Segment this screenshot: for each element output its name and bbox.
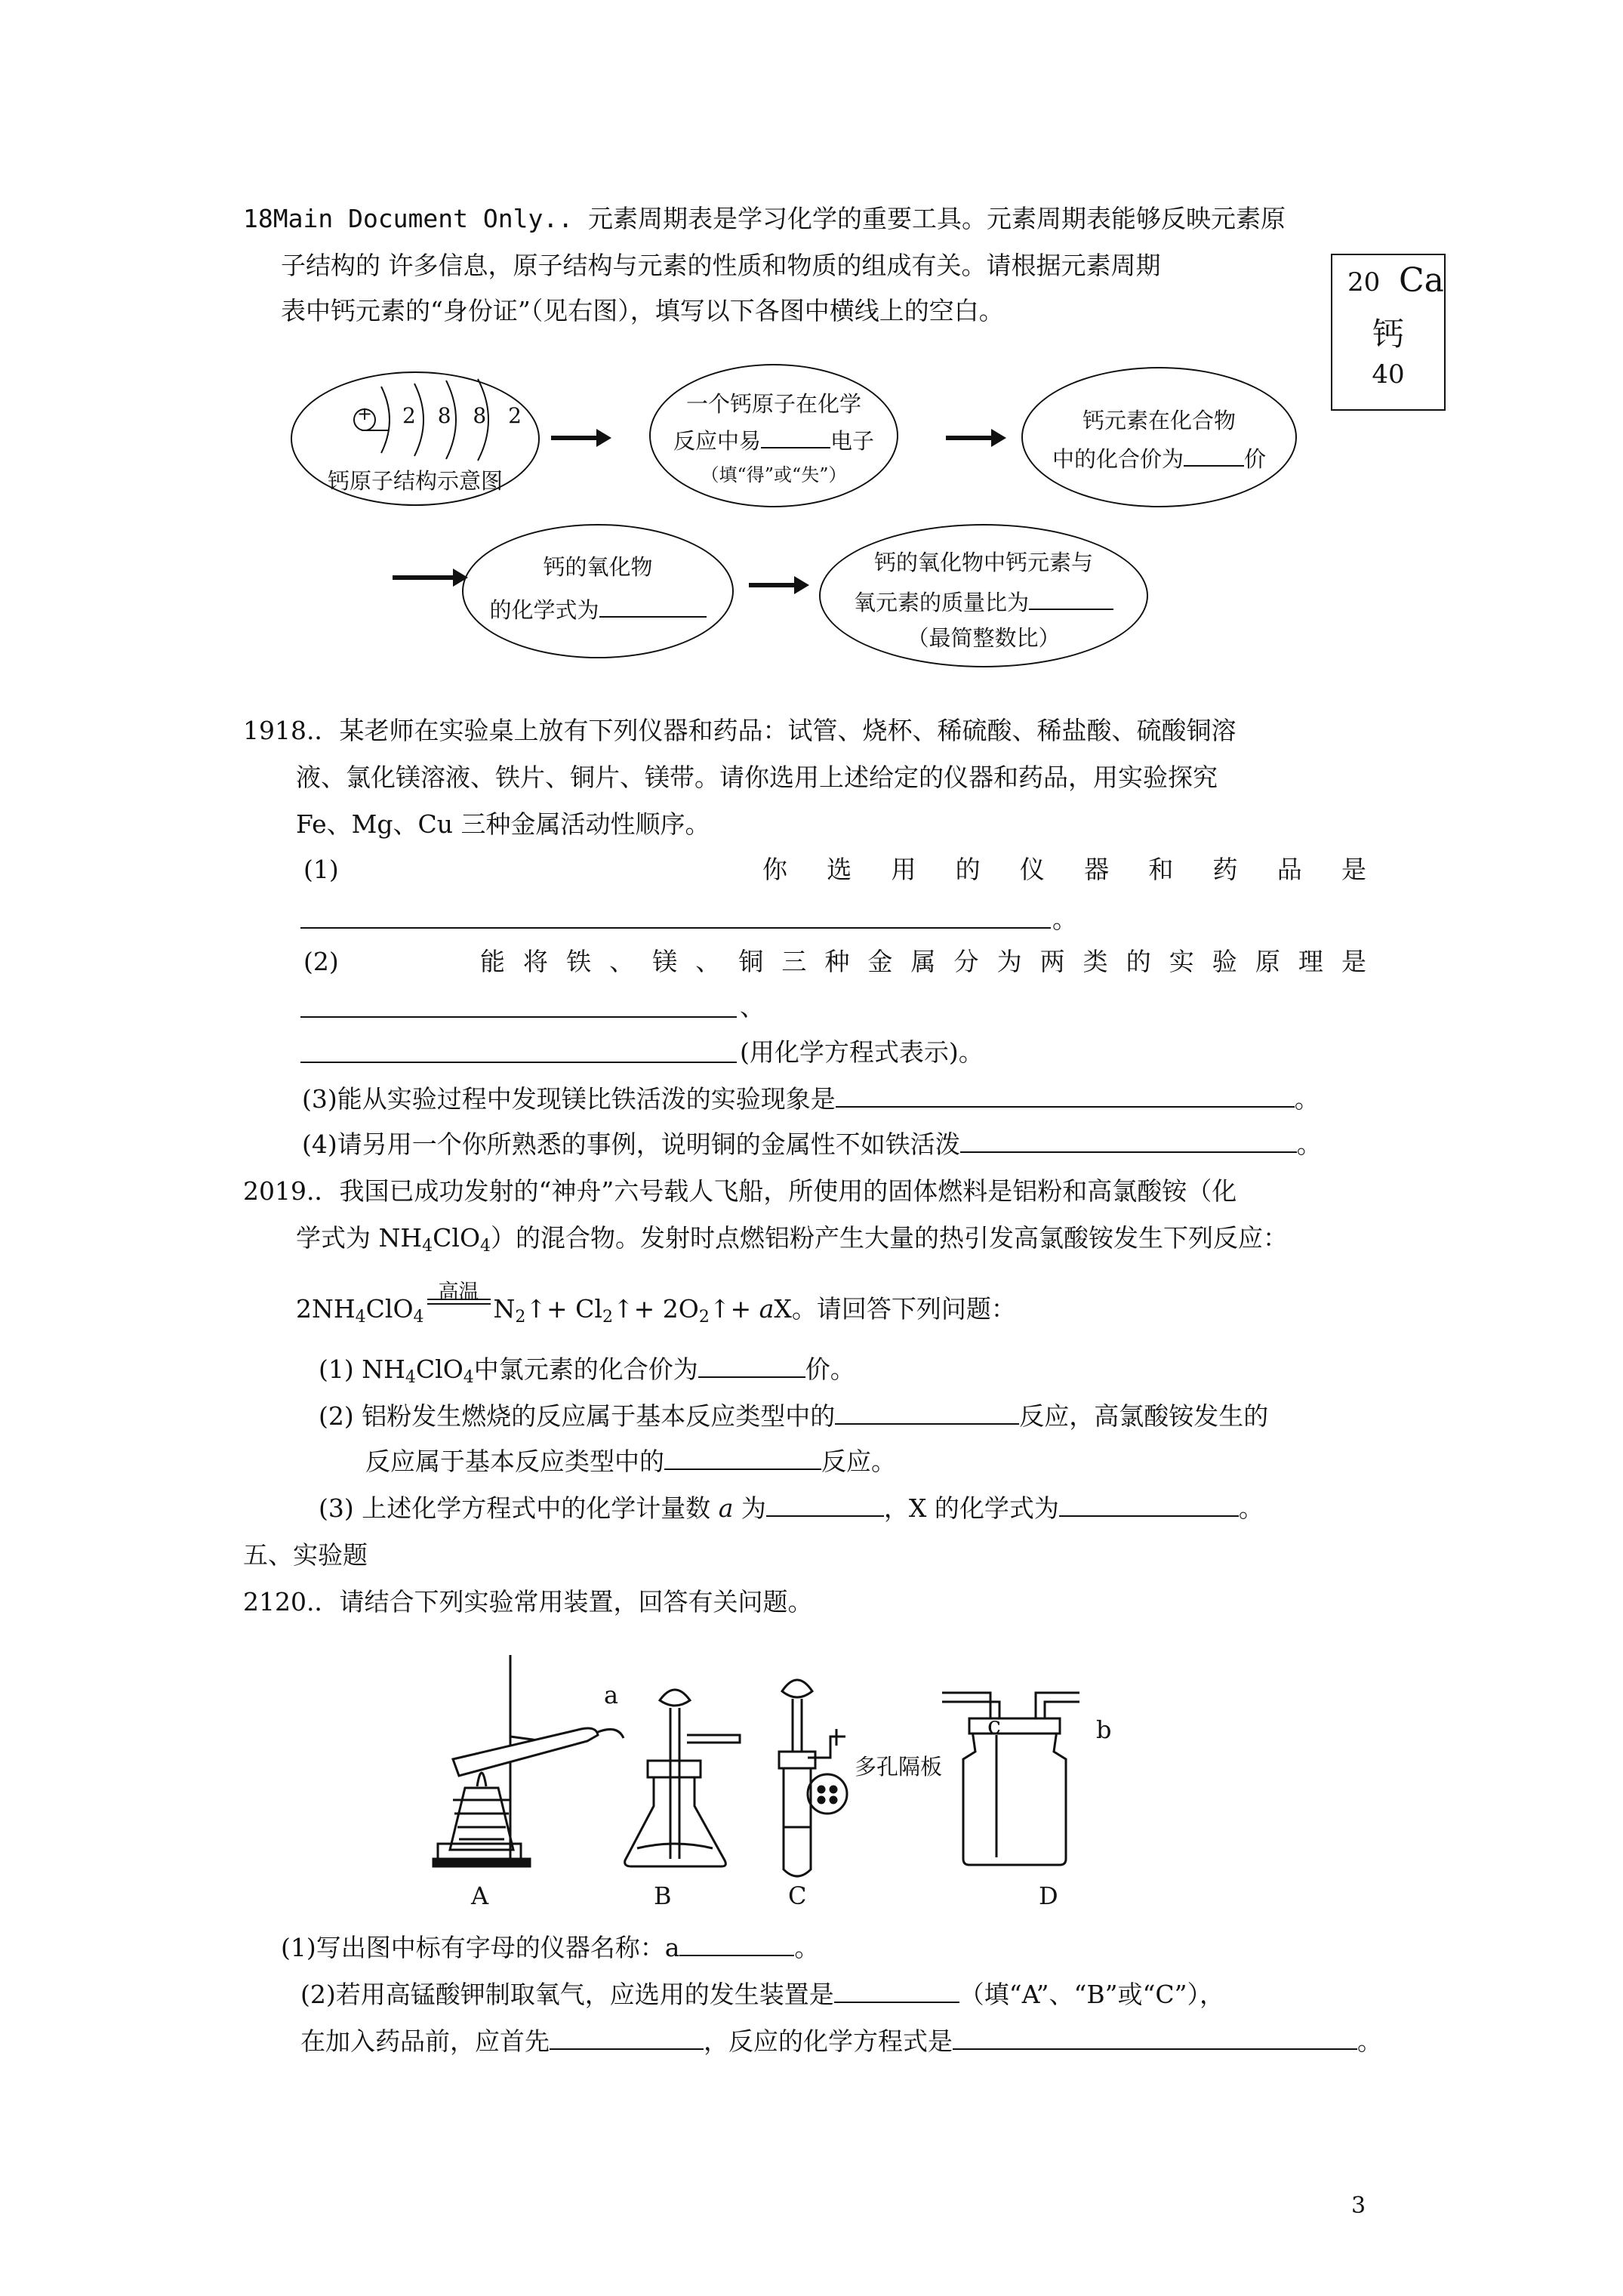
q19-p2-answer-blank-1[interactable] — [300, 1016, 737, 1018]
oxide-formula-blank[interactable] — [599, 593, 707, 618]
oxide-formula-ellipse: 钙的氧化物 的化学式为 — [462, 524, 734, 658]
q18-line1: 18Main Document Only.. 元素周期表是学习化学的重要工具。元素周期表能够反映元素原 — [243, 204, 1286, 233]
q20-p2-answer-blank-2[interactable] — [664, 1446, 821, 1470]
q19-p3-text: (3)能从实验过程中发现镁比铁活泼的实验现象是 — [302, 1084, 836, 1114]
q19-p2-answer-blank-2[interactable] — [300, 1062, 737, 1063]
q20-p3-answer-blank-2[interactable] — [1059, 1493, 1239, 1517]
q19-p4-text: (4)请另用一个你所熟悉的事例，说明铜的金属性不如铁活泼 — [302, 1130, 960, 1159]
arrow-right-icon — [393, 575, 454, 580]
atomic-structure-ellipse — [291, 371, 540, 506]
page-number: 3 — [1351, 2193, 1366, 2219]
q20-p3-answer-blank-1[interactable] — [766, 1493, 884, 1517]
q21-p2-answer-blank-1[interactable] — [834, 1979, 959, 2003]
q18-line2: 子结构的 许多信息，原子结构与元素的性质和物质的组成有关。请根据元素周期 — [281, 251, 1161, 280]
label-porous-plate: 多孔隔板 — [855, 1754, 943, 1780]
q19-p1-answer-blank[interactable] — [300, 927, 1051, 929]
q20-line1: 2019.．我国已成功发射的“神舟”六号载人飞船，所使用的固体燃料是铝粉和高氯酸铵（化 — [243, 1176, 1237, 1206]
q21-p2-answer-blank-3[interactable] — [953, 2026, 1357, 2050]
label-B: B — [654, 1881, 672, 1910]
q19-line3: Fe、Mg、Cu 三种金属活动性顺序。 — [296, 809, 710, 839]
atomic-number: 20 — [1347, 267, 1381, 297]
q20-p2-answer-blank-1[interactable] — [835, 1401, 1019, 1425]
nucleus-sign: + — [357, 403, 373, 424]
arrow-right-icon — [551, 436, 598, 440]
q21-p1-answer-blank[interactable] — [679, 1932, 794, 1956]
arrow-right-icon — [946, 436, 993, 440]
q19-line2: 液、氯化镁溶液、铁片、铜片、镁带。请你选用上述给定的仪器和药品，用实验探究 — [296, 763, 1218, 792]
structure-caption: 钙原子结构示意图 — [327, 468, 503, 494]
apparatus-d — [942, 1693, 1079, 1865]
q19-p2-text: 能 将 铁 、 镁 、 铜 三 种 金 属 分 为 两 类 的 实 验 原 理 是 — [480, 947, 1366, 976]
q21-line1: 2120.．请结合下列实验常用装置，回答有关问题。 — [243, 1587, 813, 1616]
mass-ratio-blank[interactable] — [1029, 586, 1113, 610]
q19-p2-label: (2) — [303, 947, 339, 976]
q20-p3: (3) 上述化学方程式中的化学计量数 a 为 ，X 的化学式为 。 — [319, 1493, 1264, 1523]
label-b: b — [1096, 1715, 1112, 1744]
element-symbol: Ca — [1399, 261, 1444, 300]
q21-p2-cont: 在加入药品前，应首先 ，反应的化学方程式是 。 — [300, 2026, 1382, 2056]
apparatus-b — [625, 1690, 740, 1866]
label-A: A — [471, 1881, 489, 1910]
q19-line1: 1918.．某老师在实验桌上放有下列仪器和药品：试管、烧杯、稀硫酸、稀盐酸、硫酸铜溶 — [243, 716, 1236, 745]
q18-line3: 表中钙元素的“身份证”（见右图），填写以下各图中横线上的空白。 — [281, 296, 1004, 325]
q21-p2-answer-blank-2[interactable] — [550, 2026, 704, 2050]
section-title: 五、实验题 — [243, 1540, 368, 1570]
q19-p3-answer-blank[interactable] — [836, 1083, 1295, 1108]
q21-p1: (1)写出图中标有字母的仪器名称：a 。 — [281, 1933, 820, 1962]
element-name: 钙 — [1372, 316, 1404, 353]
document-page: 18Main Document Only.. 元素周期表是学习化学的重要工具。元素周期表能够反映元素原 子结构的 许多信息，原子结构与元素的性质和物质的组成有关。请根据元素周期 表中钙元素的“身份证”（见右图），填写以下各图中横线上的空白。 20 Ca 钙 40 + 2 8 8 2 钙原子结构示意图 一个钙原子在化学 反应中易 电子 （填“得”或“失”） 钙元素在化合物 中的化合价为 价 钙的氧化物 的化学式为 钙的氧化物中钙元素与 氧元素的质量比为 （最简整数比） 1918.．某老师在实验桌上放有下列仪器和药品：试管、烧杯、稀硫酸、稀盐酸、硫酸铜溶 液、氯化镁溶液、铁片、铜片、镁带。请你选用上述给定的仪器和药品，用实验探究 Fe、Mg、Cu 三种金属活动性顺序。 (1) 你 选 用 的 仪 器 和 药 品 是 。 (2) 能 将 铁 、 镁 、 铜 三 种 金 属 分 为 两 类 的 实 验 原 理 是 、 (用化学方程式表示)。 (3)能从实验过程中发现镁比铁活泼的实验现象是 。 (4)请另用一个你所熟悉的事例，说明铜的金属性不如铁活泼 。 2019.．我国已成功发射的“神舟”六号载人飞船，所使用的固体燃料是铝粉和高氯酸铵（化 学式为 $NH_4ClO_4$）的混合物。发射时点燃铝粉产生大量的热引发高氯酸铵发生下列反应： $2NH_4ClO_4$ 高温 $N_2↑+$ $Cl_2↑+$ $2O_2↑+$ aX。请回答下列问题： (1) $NH_4ClO_4$中氯元素的化合价为 价。 (2) 铝粉发生燃烧的反应属于基本反应类型中的 反应，高氯酸铵发生的 反应属于基本反应类型中的 反应。 (3) 上述化学方程式中的化学计量数 a 为 ，X 的化学式为 。 五、实验题 2120.．请结合下列实验常用装置，回答有关问题。 a c b 多孔隔板 A B C D (1)写出图中标有字母的仪器名称：a 。 (2)若用高锰酸钾制取氧气，应选用的发生装置是 （填“A”、“B”或“C”）， 在加入药品前，应首先 ，反应的化学方程式是 。 3 — [0, 0, 1623, 2296]
label-a: a — [604, 1681, 619, 1709]
label-D: D — [1039, 1881, 1058, 1910]
q20-p2-cont: 反应属于基本反应类型中的 反应。 — [365, 1447, 896, 1476]
atomic-mass: 40 — [1372, 359, 1405, 390]
q20-p1: (1) $NH_4ClO_4$中氯元素的化合价为 价。 — [319, 1354, 855, 1387]
q20-line2: 学式为 $NH_4ClO_4$）的混合物。发射时点燃铝粉产生大量的热引发高氯酸铵发生下列反应： — [296, 1223, 1289, 1256]
label-C: C — [788, 1881, 807, 1910]
valence-ellipse: 钙元素在化合物 中的化合价为 价 — [1021, 367, 1297, 507]
apparatus-c — [779, 1680, 847, 1876]
q19-p1-text: 你 选 用 的 仪 器 和 药 品 是 — [762, 855, 1366, 884]
q20-p1-answer-blank[interactable] — [698, 1354, 805, 1378]
electron-shells: 2 8 8 2 — [402, 403, 529, 428]
arrow-right-icon — [749, 583, 796, 587]
reaction-condition: 高温 — [427, 1293, 491, 1326]
q20-equation: $2NH_4ClO_4$ 高温 $N_2↑+$ $Cl_2↑+$ $2O_2↑+$ aX。请回答下列问题： — [296, 1281, 1016, 1327]
q19-p4-answer-blank[interactable] — [960, 1129, 1297, 1153]
electron-blank[interactable] — [761, 424, 830, 448]
q20-p2: (2) 铝粉发生燃烧的反应属于基本反应类型中的 反应，高氯酸铵发生的 — [319, 1401, 1269, 1431]
q21-p2: (2)若用高锰酸钾制取氧气，应选用的发生装置是 （填“A”、“B”或“C”）， — [300, 1980, 1224, 2009]
label-c: c — [987, 1711, 1001, 1740]
valence-blank[interactable] — [1184, 442, 1244, 467]
q19-p1-label: (1) — [303, 855, 339, 884]
electron-transfer-ellipse: 一个钙原子在化学 反应中易 电子 （填“得”或“失”） — [649, 364, 898, 507]
calcium-element-card — [1331, 254, 1446, 411]
mass-ratio-ellipse: 钙的氧化物中钙元素与 氧元素的质量比为 （最简整数比） — [819, 524, 1148, 667]
apparatus-a — [433, 1655, 624, 1866]
